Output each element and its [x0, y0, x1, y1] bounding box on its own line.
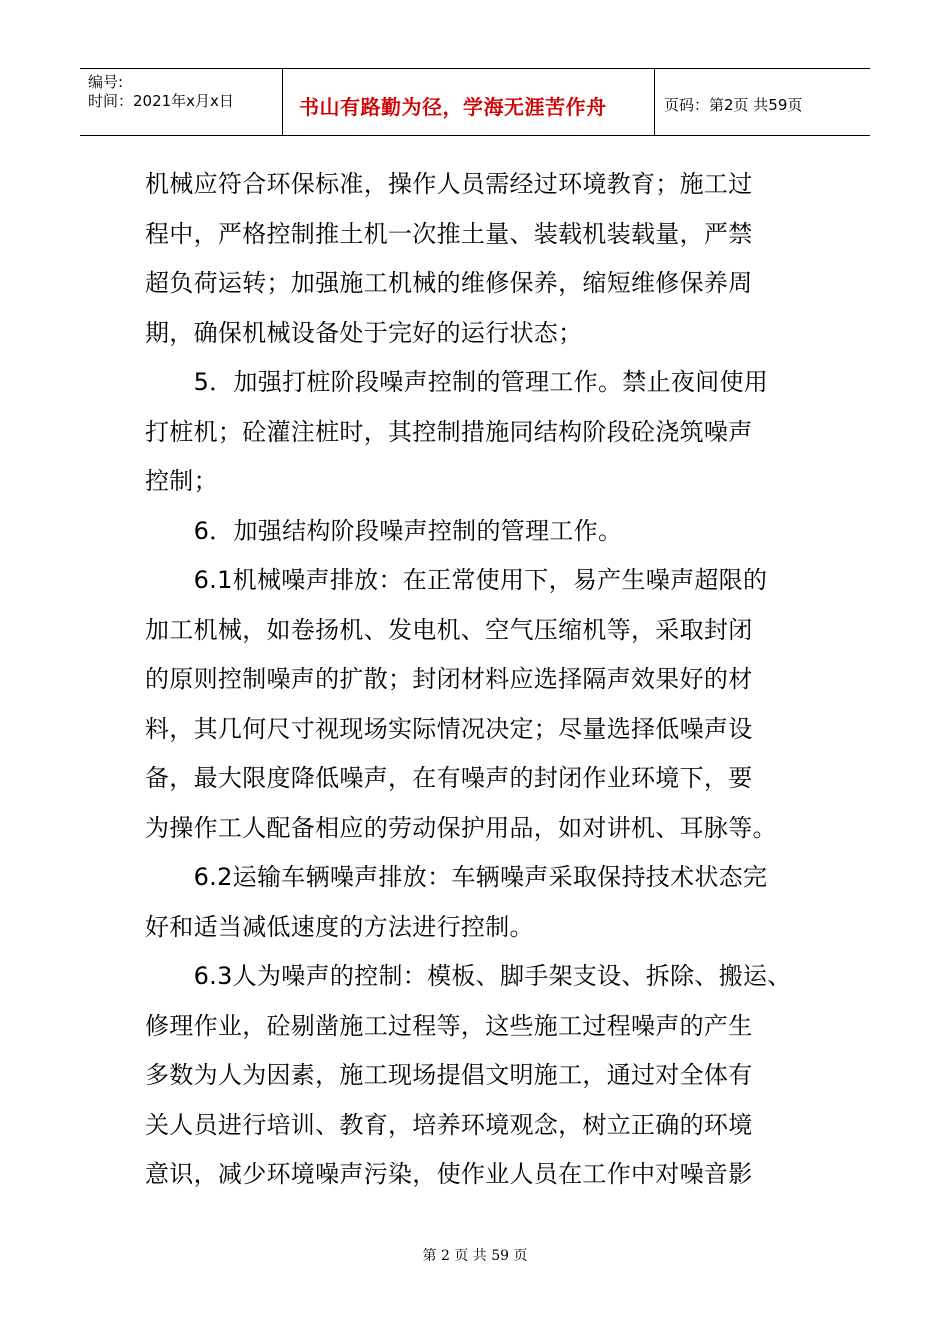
- body-line: 5．加强打桩阶段噪声控制的管理工作。禁止夜间使用: [145, 368, 769, 396]
- body-line: 控制；: [145, 467, 218, 495]
- document-body: [145, 160, 815, 1200]
- header-top-rule: [80, 68, 870, 69]
- body-line: 期，确保机械设备处于完好的运行状态；: [145, 318, 583, 347]
- header-motto: 书山有路勤为径，学海无涯苦作舟: [299, 95, 607, 119]
- body-line: 6.1机械噪声排放：在正常使用下，易产生噪声超限的: [145, 566, 768, 594]
- body-line: 6.3人为噪声的控制：模板、脚手架支设、拆除、搬运、: [145, 962, 792, 990]
- body-line: 的原则控制噪声的扩散；封闭材料应选择隔声效果好的材: [145, 665, 753, 693]
- header-time-label: 时间：2021年x月x日: [88, 92, 234, 110]
- body-line: 机械应符合环保标准，操作人员需经过环境教育；施工过: [145, 170, 753, 198]
- header-divider-right: [654, 68, 655, 136]
- body-line: 打桩机；砼灌注桩时，其控制措施同结构阶段砼浇筑噪声: [145, 417, 753, 446]
- page-footer: 第 2 页 共 59 页: [422, 1248, 528, 1264]
- header-page-info: 页码：第2页 共59页: [664, 96, 803, 114]
- header-bottom-rule: [80, 135, 870, 136]
- body-line: 程中，严格控制推土机一次推土量、装载机装载量，严禁: [145, 219, 753, 248]
- body-line: 多数为人为因素，施工现场提倡文明施工，通过对全体有: [145, 1061, 753, 1089]
- body-line: 修理作业，砼剔凿施工过程等，这些施工过程噪声的产生: [145, 1011, 753, 1040]
- body-line: 意识，减少环境噪声污染，使作业人员在工作中对噪音影: [145, 1160, 753, 1188]
- body-line: 好和适当减低速度的方法进行控制。: [145, 912, 534, 941]
- body-line: 6.2运输车辆噪声排放：车辆噪声采取保持技术状态完: [145, 863, 768, 891]
- body-line: 超负荷运转；加强施工机械的维修保养，缩短维修保养周: [145, 269, 753, 297]
- header-code-label: 编号:: [88, 73, 124, 91]
- body-line: 料，其几何尺寸视现场实际情况决定；尽量选择低噪声设: [145, 714, 753, 743]
- body-line: 6．加强结构阶段噪声控制的管理工作。: [145, 516, 623, 545]
- body-line: 为操作工人配备相应的劳动保护用品，如对讲机、耳脉等。: [145, 813, 777, 842]
- body-line: 加工机械，如卷扬机、发电机、空气压缩机等，采取封闭: [145, 615, 753, 644]
- header-divider-left: [282, 68, 283, 136]
- body-line: 备，最大限度降低噪声，在有噪声的封闭作业环境下，要: [145, 764, 753, 792]
- body-line: 关人员进行培训、教育，培养环境观念，树立正确的环境: [145, 1110, 753, 1139]
